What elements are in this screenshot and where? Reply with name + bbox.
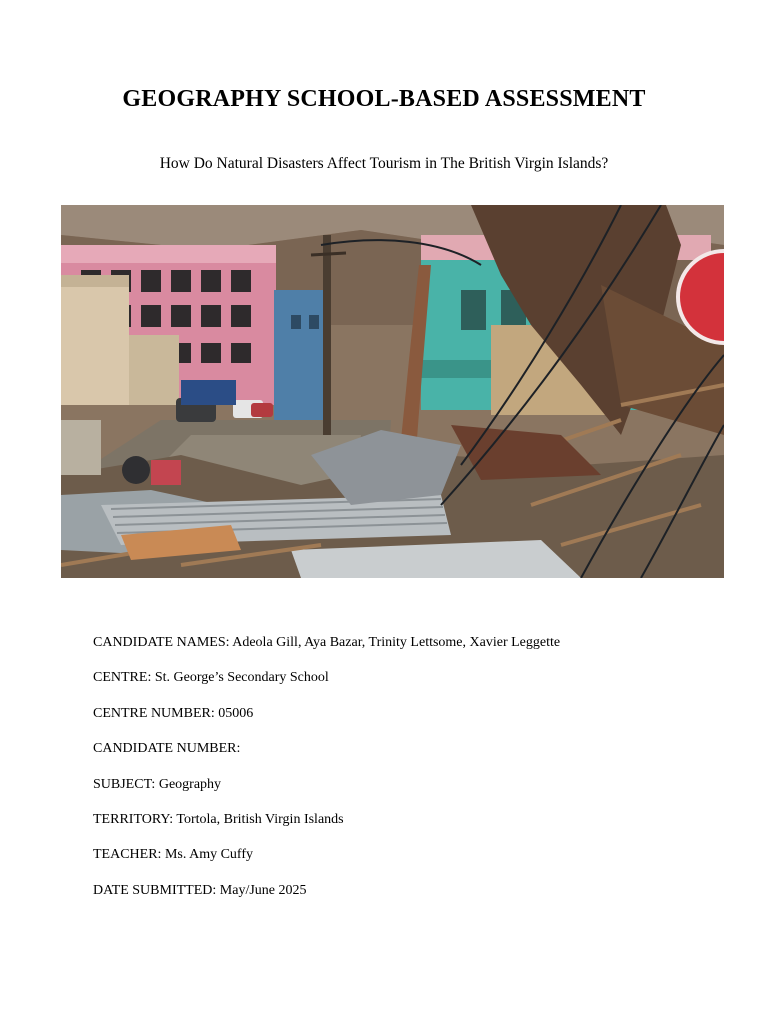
detail-value: Geography <box>158 776 222 792</box>
detail-value: May/June 2025 <box>219 882 307 898</box>
candidate-details-list <box>93 634 733 917</box>
detail-label: CENTRE: <box>93 670 152 686</box>
hurricane-damage-photo <box>61 205 724 578</box>
detail-centre <box>93 669 733 704</box>
detail-territory <box>93 811 733 846</box>
detail-centre-number <box>93 705 733 740</box>
document-subtitle: How Do Natural Disasters Affect Tourism in The British Virgin Islands? <box>159 155 609 172</box>
detail-label: CENTRE NUMBER: <box>93 705 215 721</box>
detail-value: Adeola Gill, Aya Bazar, Trinity Lettsome, Xavier Leggette <box>232 635 561 650</box>
detail-date-submitted <box>93 882 733 917</box>
detail-candidate-names <box>93 634 733 669</box>
detail-label: SUBJECT: <box>93 776 156 792</box>
detail-label: DATE SUBMITTED: <box>93 882 217 898</box>
document-title: GEOGRAPHY SCHOOL-BASED ASSESSMENT <box>122 86 646 112</box>
detail-value: Ms. Amy Cuffy <box>164 847 253 863</box>
detail-candidate-number <box>93 740 733 775</box>
detail-value: Tortola, British Virgin Islands <box>176 811 344 827</box>
detail-teacher <box>93 846 733 881</box>
detail-value: 05006 <box>218 705 254 721</box>
detail-value: St. George’s Secondary School <box>154 670 329 686</box>
detail-label: CANDIDATE NUMBER: <box>93 741 241 757</box>
detail-subject <box>93 776 733 811</box>
detail-label: CANDIDATE NAMES: <box>93 635 230 650</box>
detail-label: TEACHER: <box>93 847 162 863</box>
detail-label: TERRITORY: <box>93 811 174 827</box>
